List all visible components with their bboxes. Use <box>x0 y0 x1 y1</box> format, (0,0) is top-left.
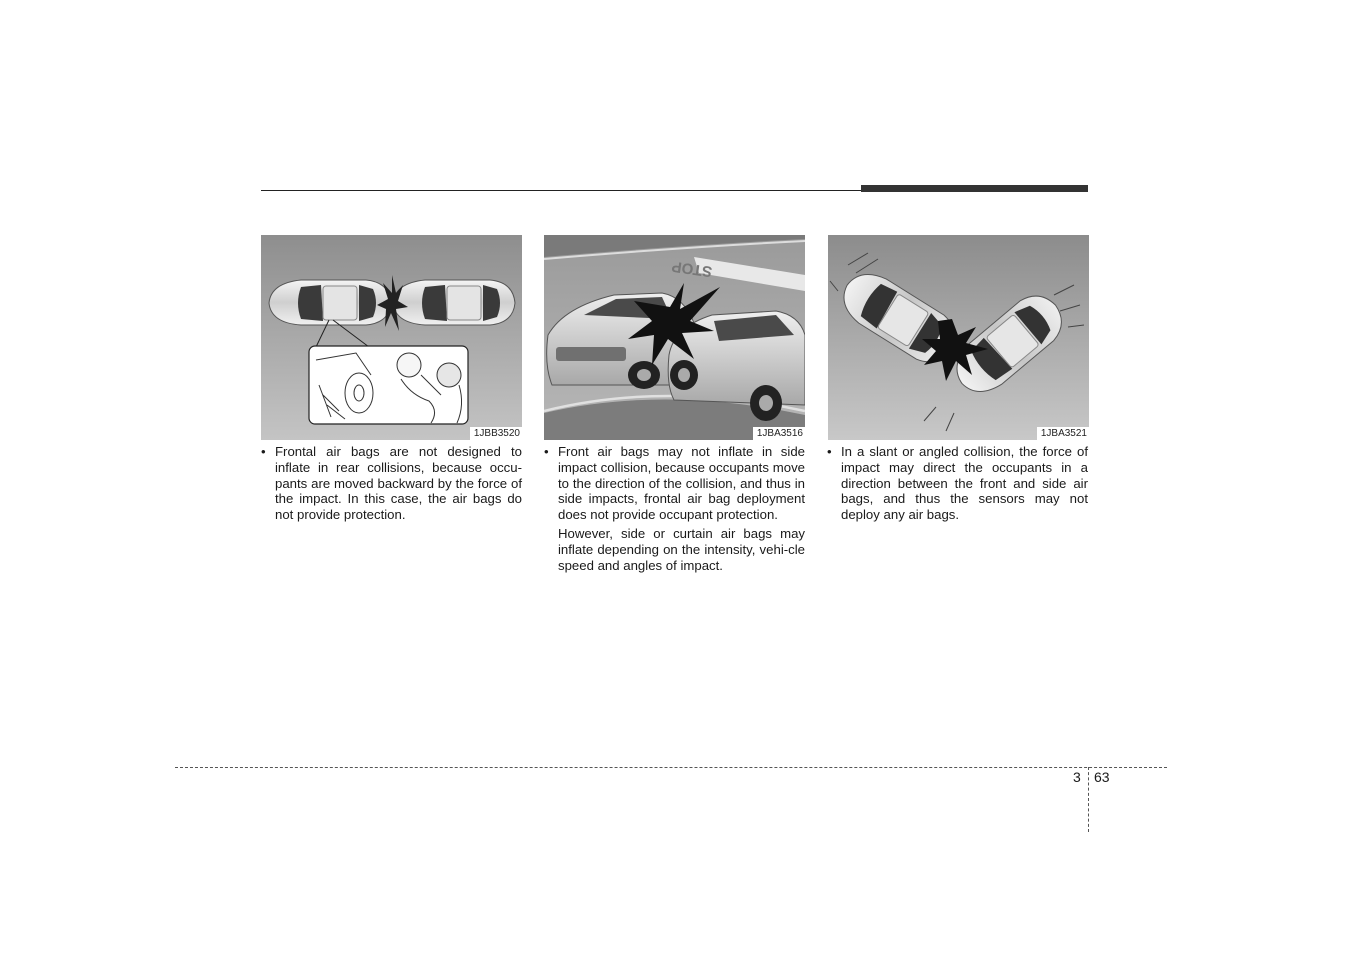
paragraph-text: However, side or curtain air bags may inflate depending on the intensity, vehi-cle speed and angles of impact. <box>558 525 805 573</box>
figure-rear-collision <box>261 235 522 440</box>
angled-collision-illustration-icon <box>828 235 1089 440</box>
column-side-impact <box>544 444 805 573</box>
column-angled-collision <box>827 444 1088 523</box>
figure-side-impact <box>544 235 805 440</box>
chapter-number: 3 <box>1073 769 1081 785</box>
side-impact-collision-illustration-icon <box>544 235 805 440</box>
header-bar <box>861 185 1088 192</box>
footer-rule <box>175 767 1167 768</box>
rear-collision-illustration-icon <box>261 235 522 440</box>
figure-angled-collision <box>828 235 1089 440</box>
bullet-text: • Frontal air bags are not designed to inflate in rear collisions, because occu-pants are moved backward by the force of the impact. In this case, the air bags do not provide protection. <box>261 444 522 523</box>
bullet-text: • In a slant or angled collision, the force of impact may direct the occupants in a direction between the front and side air bags, and thus the sensors may not deploy any air bags. <box>827 444 1088 523</box>
page-number-divider <box>1088 767 1089 832</box>
column-rear-collision <box>261 444 522 523</box>
figure-code: 1JBB3520 <box>470 427 522 440</box>
page-number: 63 <box>1094 769 1110 785</box>
figure-code: 1JBA3521 <box>1037 427 1089 440</box>
bullet-text: • Front air bags may not inflate in side impact collision, because occupants move to the direction of the collision, and thus in side impacts, frontal air bag deployment does not provide occupant protection. <box>544 444 805 523</box>
road-marking-text: STOP <box>670 257 714 281</box>
figure-code: 1JBA3516 <box>753 427 805 440</box>
